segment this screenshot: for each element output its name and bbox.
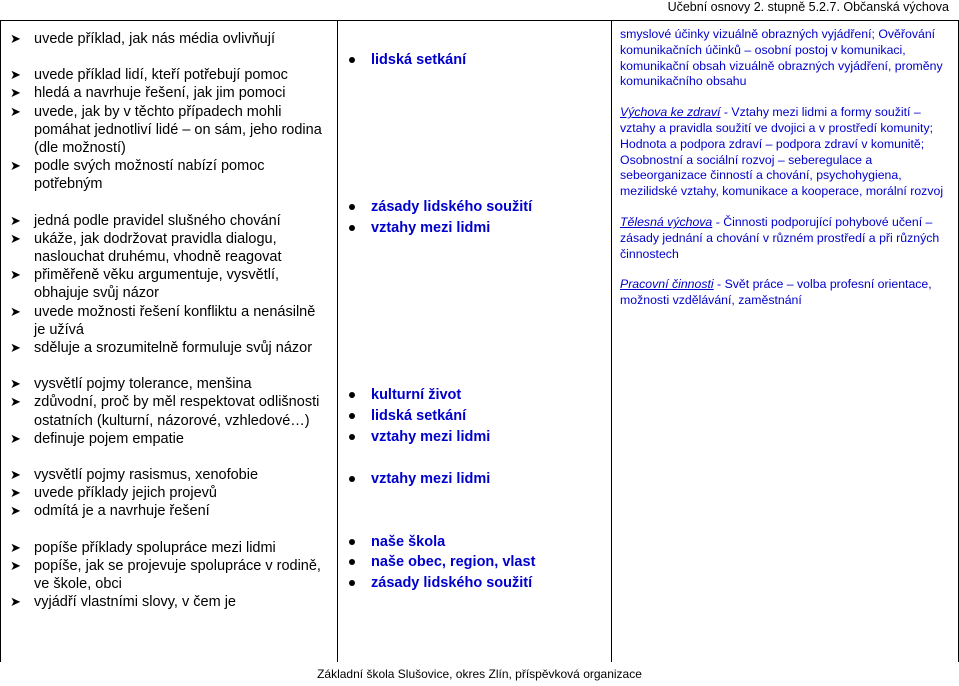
column-divider-2	[611, 20, 612, 662]
list-item	[10, 230, 330, 266]
arrow-bullet-icon: ➤	[10, 430, 21, 446]
list-item-text: popíše příklady spolupráce mezi lidmi	[34, 539, 276, 556]
list-item-text: vztahy mezi lidmi	[371, 470, 491, 487]
list-item-text: odmítá je a navrhuje řešení	[34, 503, 210, 520]
list-item-text: vztahy mezi lidmi	[371, 428, 491, 445]
arrow-bullet-icon: ➤	[10, 340, 21, 356]
list-item	[10, 593, 330, 611]
list-item	[10, 539, 330, 557]
page-footer: Základní škola Slušovice, okres Zlín, příspěvková organizace	[317, 667, 642, 681]
crosscurricular-paragraph-1: smyslové účinky vizuálně obrazných vyjádření; Ověřování komunikačních účinků – osobní postoj v komunikaci, komunikační obsah vizuálně obrazných vyjádření, proměny komunikačního obsahu	[620, 27, 943, 89]
list-item	[347, 406, 602, 427]
list-item	[10, 466, 330, 484]
list-item-text: uvede, jak by v těchto případech mohli pomáhat jednotliví lidé – on sám, jeho rodina (dle možností)	[34, 103, 322, 157]
list-item-text: jedná podle pravidel slušného chování	[34, 212, 281, 229]
arrow-bullet-icon: ➤	[10, 212, 21, 228]
list-item-text: vztahy mezi lidmi	[371, 219, 491, 236]
dot-bullet-icon	[349, 476, 355, 482]
list-item	[10, 393, 330, 429]
arrow-bullet-icon: ➤	[10, 158, 21, 174]
list-item	[10, 502, 330, 520]
list-item-text: uvede příklad, jak nás média ovlivňují	[34, 31, 275, 47]
crosscurricular-paragraph-2	[620, 105, 952, 200]
dot-bullet-icon	[349, 413, 355, 419]
list-item	[10, 430, 330, 448]
list-item-text: sděluje a srozumitelně formuluje svůj názor	[34, 340, 313, 357]
arrow-bullet-icon: ➤	[10, 85, 21, 101]
arrow-bullet-icon: ➤	[10, 557, 21, 573]
list-item-text: vysvětlí pojmy tolerance, menšina	[34, 376, 252, 393]
list-item	[347, 532, 602, 553]
crosscurricular-column	[620, 27, 952, 309]
list-item	[347, 385, 602, 406]
list-item	[10, 303, 330, 339]
list-item-text: uvede příklad lidí, kteří potřebují pomoc	[34, 67, 288, 84]
list-item	[10, 375, 330, 393]
list-item	[347, 573, 602, 594]
arrow-bullet-icon: ➤	[10, 376, 21, 392]
list-item-text: vysvětlí pojmy rasismus, xenofobie	[34, 467, 259, 484]
list-item	[347, 50, 602, 71]
list-item	[347, 469, 602, 490]
arrow-bullet-icon: ➤	[10, 485, 21, 501]
table-border-left	[0, 20, 1, 662]
crosscurricular-paragraph-4	[620, 277, 952, 309]
list-item-text: přiměřeně věku argumentuje, vysvětlí, obhajuje svůj názor	[34, 267, 279, 302]
list-item-text: ukáže, jak dodržovat pravidla dialogu, naslouchat druhému, vhodně reagovat	[34, 230, 282, 266]
table-top-border	[0, 20, 959, 21]
arrow-bullet-icon: ➤	[10, 594, 21, 610]
dot-bullet-icon	[349, 580, 355, 586]
list-item-text: lidská setkání	[371, 52, 467, 68]
list-item	[10, 484, 330, 502]
arrow-bullet-icon: ➤	[10, 267, 21, 283]
list-item	[347, 197, 602, 218]
list-item	[10, 157, 330, 193]
outcomes-column	[10, 30, 330, 611]
dot-bullet-icon	[349, 392, 355, 398]
dot-bullet-icon	[349, 559, 355, 565]
crosscurricular-paragraph-3	[620, 215, 952, 262]
arrow-bullet-icon: ➤	[10, 503, 21, 519]
subject-text: - Činnosti podporující pohybové učení – zásady jednání a chování v různém prostředí a při různých činnostech	[620, 214, 940, 261]
list-item-text: uvede příklady jejich projevů	[34, 485, 217, 502]
subject-text: - Vztahy mezi lidmi a formy soužití – vztahy a pravidla soužití ve dvojici a v prostředí komunity; Hodnota a podpora zdraví – podpora zdraví v komunitě; Osobnostní a sociální rozvoj – seberegulace a sebeorganizace činností a chování, psychohygiena, mezilidské vztahy, komunikace a kooperace, morální rozvoj	[620, 105, 944, 199]
list-item	[10, 339, 330, 357]
list-item-text: vyjádří vlastními slovy, v čem je	[34, 594, 236, 611]
list-item-text: lidská setkání	[371, 408, 467, 425]
subject-title: Výchova ke zdraví	[620, 105, 721, 120]
list-item	[347, 427, 602, 448]
list-item-text: definuje pojem empatie	[34, 430, 184, 447]
list-item	[347, 552, 602, 573]
arrow-bullet-icon: ➤	[10, 103, 21, 119]
list-item-text: zdůvodní, proč by měl respektovat odlišnosti ostatních (kulturní, názorové, vzhledové…)	[34, 394, 320, 429]
arrow-bullet-icon: ➤	[10, 230, 21, 246]
subject-title: Tělesná výchova	[620, 214, 713, 229]
list-item-text: hledá a navrhuje řešení, jak jim pomoci	[34, 85, 286, 102]
arrow-bullet-icon: ➤	[10, 394, 21, 410]
dot-bullet-icon	[349, 434, 355, 440]
list-item	[10, 266, 330, 302]
list-item	[10, 557, 330, 593]
list-item	[10, 103, 330, 158]
page-header: Učební osnovy 2. stupně 5.2.7. Občanská výchova	[667, 0, 949, 14]
list-item-text: naše obec, region, vlast	[371, 554, 536, 571]
list-item-text: zásady lidského soužití	[371, 198, 533, 215]
arrow-bullet-icon: ➤	[10, 31, 21, 46]
dot-bullet-icon	[349, 225, 355, 231]
list-item	[10, 66, 330, 84]
list-item-text: naše škola	[371, 533, 446, 550]
list-item-text: zásady lidského soužití	[371, 575, 533, 592]
list-item	[10, 212, 330, 230]
curriculum-column	[347, 50, 602, 594]
list-item-text: kulturní život	[371, 387, 462, 404]
column-divider-1	[337, 20, 338, 662]
arrow-bullet-icon: ➤	[10, 467, 21, 483]
dot-bullet-icon	[349, 57, 355, 63]
list-item-text: popíše, jak se projevuje spolupráce v rodině, ve škole, obci	[34, 557, 321, 593]
dot-bullet-icon	[349, 204, 355, 210]
list-item	[10, 30, 330, 48]
list-item-text: uvede možnosti řešení konfliktu a nenásilně je užívá	[34, 303, 316, 338]
list-item	[10, 84, 330, 102]
subject-title: Pracovní činnosti	[620, 277, 714, 292]
arrow-bullet-icon: ➤	[10, 539, 21, 555]
list-item	[347, 218, 602, 239]
dot-bullet-icon	[349, 539, 355, 545]
arrow-bullet-icon: ➤	[10, 67, 21, 83]
subject-text: - Svět práce – volba profesní orientace, možnosti vzdělávání, zaměstnání	[620, 277, 932, 308]
list-item-text: podle svých možností nabízí pomoc potřebným	[34, 158, 265, 193]
arrow-bullet-icon: ➤	[10, 303, 21, 319]
